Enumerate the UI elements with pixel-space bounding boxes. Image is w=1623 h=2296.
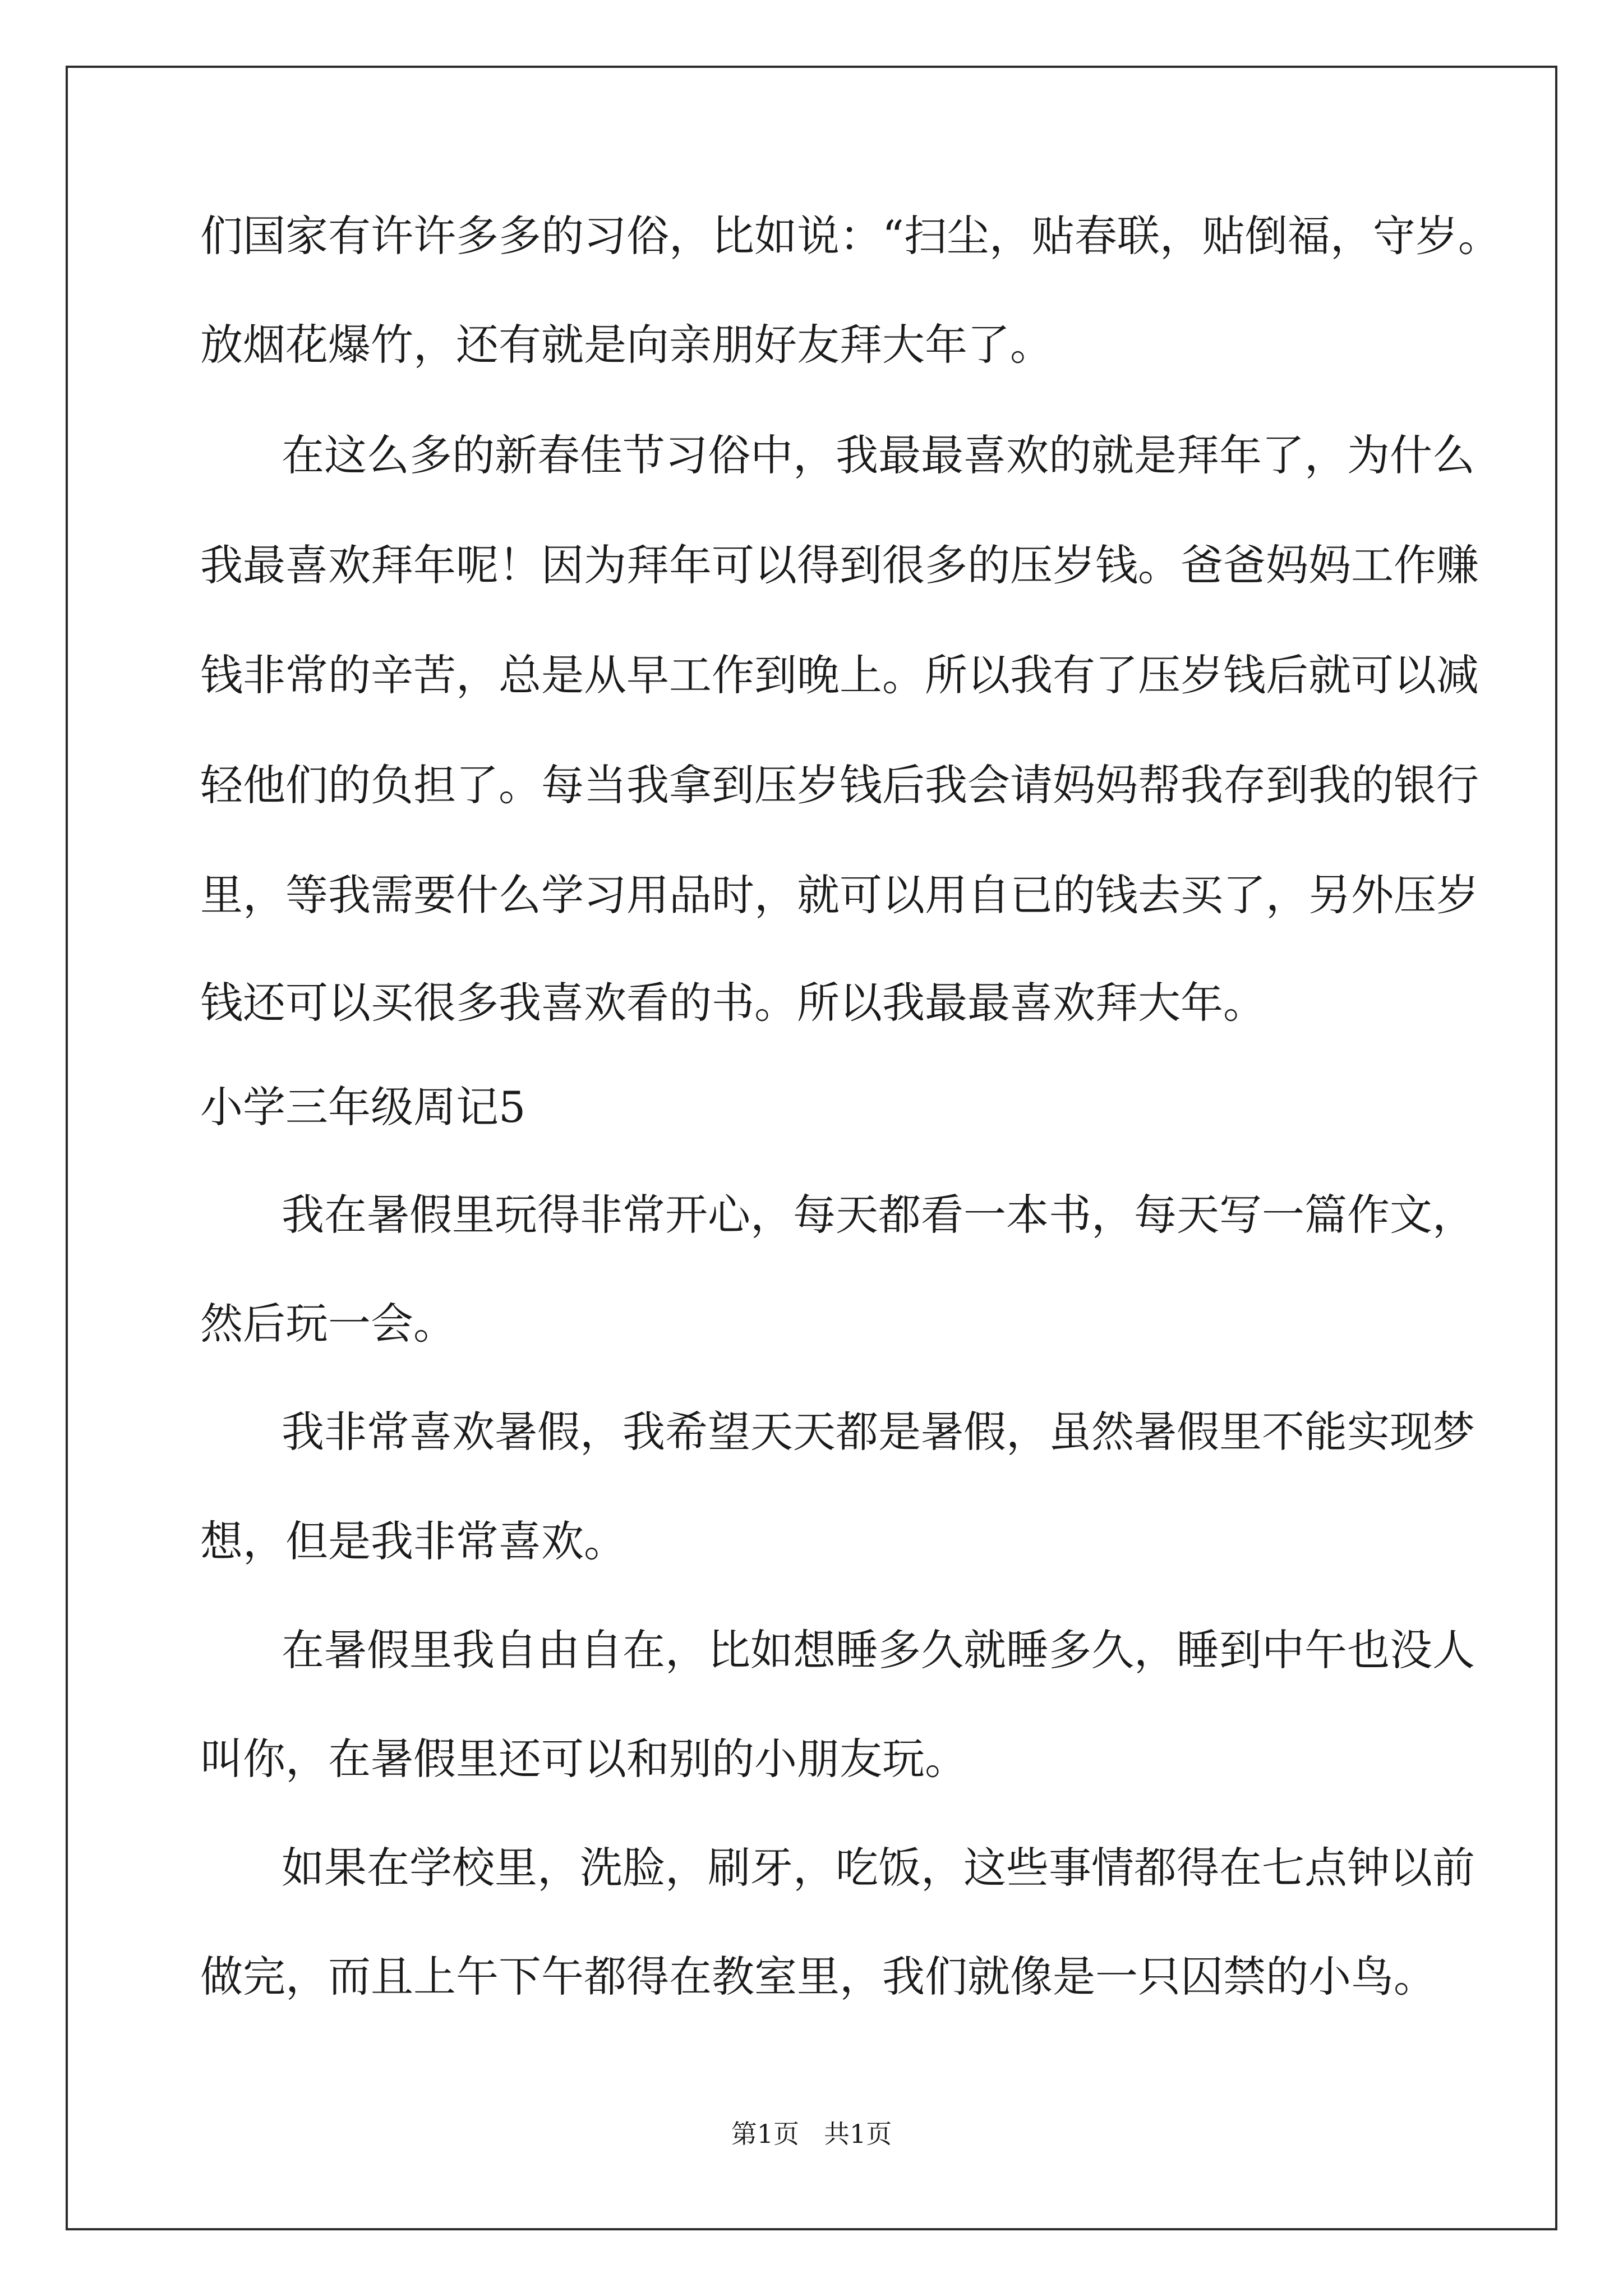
text-line: 我最喜欢拜年呢！因为拜年可以得到很多的压岁钱。爸爸妈妈工作赚 — [200, 540, 1479, 590]
page-border — [66, 66, 1557, 2230]
text-line: 然后玩一会。 — [200, 1299, 456, 1349]
text-line: 钱还可以买很多我喜欢看的书。所以我最最喜欢拜大年。 — [200, 978, 1266, 1028]
text-line: 们国家有许许多多的习俗，比如说：“扫尘，贴春联，贴倒福，守岁。 — [200, 211, 1501, 261]
text-line: 放烟花爆竹，还有就是向亲朋好友拜大年了。 — [200, 320, 1053, 370]
text-line: 在这么多的新春佳节习俗中，我最最喜欢的就是拜年了，为什么 — [282, 430, 1475, 480]
text-line: 在暑假里我自由自在，比如想睡多久就睡多久，睡到中午也没人 — [282, 1625, 1475, 1675]
text-line: 我非常喜欢暑假，我希望天天都是暑假，虽然暑假里不能实现梦 — [282, 1407, 1475, 1457]
section-heading: 小学三年级周记5 — [200, 1082, 526, 1132]
page-number: 第1页 — [731, 2119, 799, 2149]
text-line: 钱非常的辛苦，总是从早工作到晚上。所以我有了压岁钱后就可以减 — [200, 650, 1479, 700]
text-line: 叫你，在暑假里还可以和别的小朋友玩。 — [200, 1734, 967, 1784]
text-line: 我在暑假里玩得非常开心，每天都看一本书，每天写一篇作文， — [282, 1190, 1475, 1240]
text-line: 里，等我需要什么学习用品时，就可以用自已的钱去买了，另外压岁 — [200, 870, 1479, 920]
page-total: 共1页 — [824, 2119, 892, 2149]
page-footer — [0, 2117, 1623, 2151]
text-line: 想，但是我非常喜欢。 — [200, 1516, 626, 1566]
text-line: 如果在学校里，洗脸，刷牙，吃饭，这些事情都得在七点钟以前 — [282, 1843, 1475, 1893]
text-line: 做完，而且上午下午都得在教室里，我们就像是一只囚禁的小鸟。 — [200, 1952, 1436, 2001]
text-line: 轻他们的负担了。每当我拿到压岁钱后我会请妈妈帮我存到我的银行 — [200, 760, 1479, 810]
